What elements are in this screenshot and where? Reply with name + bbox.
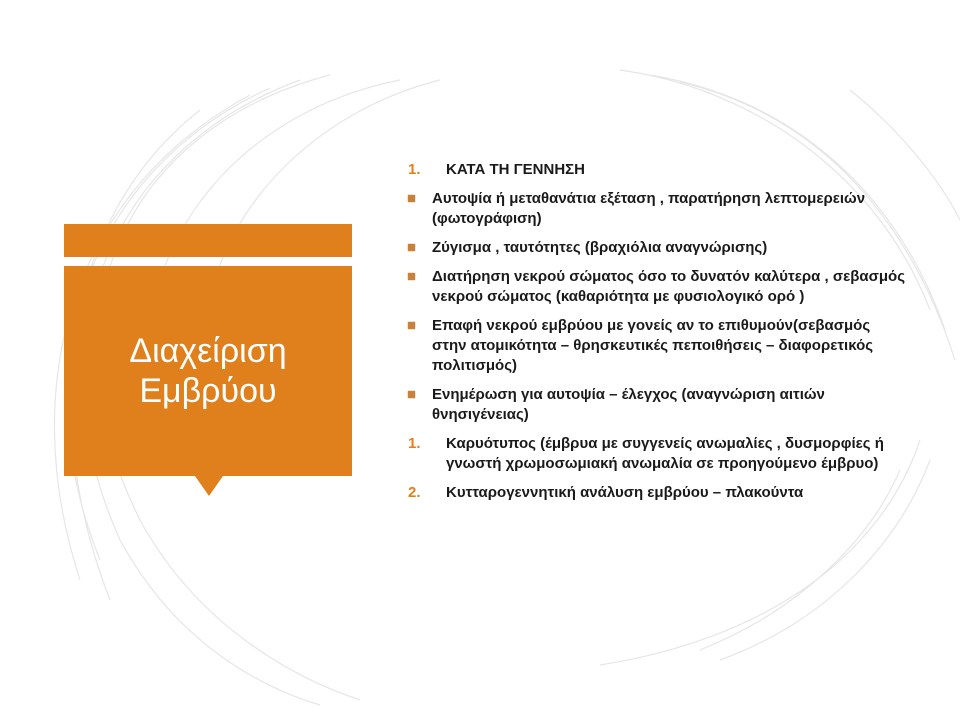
list-number: 2. <box>408 484 421 501</box>
slide-title <box>64 266 352 476</box>
square-bullet-icon <box>408 244 415 251</box>
square-bullet-icon <box>408 195 415 202</box>
title-box <box>64 266 352 476</box>
title-line-2: Εμβρύου <box>139 372 277 410</box>
list-item <box>408 160 908 180</box>
list-item-text: Επαφή νεκρού εμβρύου με γονείς αν το επιθυμούν(σεβασμός στην ατομικότητα – θρησκευτικές πεποιθήσεις – διαφορετικός πολιτισμός) <box>432 317 874 374</box>
list-item-text: Αυτοψία ή μεταθανάτια εξέταση , παρατήρηση λεπτομερειών (φωτογράφιση) <box>432 190 866 227</box>
list-item <box>408 385 908 425</box>
title-line-1: Διαχείριση <box>129 332 287 370</box>
square-bullet-icon <box>408 391 415 398</box>
square-bullet-icon <box>408 273 415 280</box>
list-item-text: Διατήρηση νεκρού σώματος όσο το δυνατόν καλύτερα , σεβασμός νεκρού σώματος (καθαριότητα με φυσιολογικό ορό ) <box>432 268 905 305</box>
accent-bar <box>64 224 352 257</box>
list-item <box>408 238 908 258</box>
list-number: 1. <box>408 161 421 178</box>
content-list <box>408 160 908 512</box>
list-item <box>408 316 908 376</box>
list-item-text: Κυτταρογεννητική ανάλυση εμβρύου – πλακούντα <box>446 484 804 501</box>
list-item-text: Καρυότυπος (έμβρυα με συγγενείς ανωμαλίες , δυσμορφίες ή γνωστή χρωμοσωμιακή ανωμαλία σε προηγούμενο έμβρυο) <box>446 435 884 472</box>
list-item-text: ΚΑΤΑ ΤΗ ΓΕΝΝΗΣΗ <box>446 161 585 178</box>
callout-pointer <box>195 476 223 496</box>
list-item <box>408 434 908 474</box>
list-item-text: Ζύγισμα , ταυτότητες (βραχιόλια αναγνώρισης) <box>432 239 768 256</box>
square-bullet-icon <box>408 322 415 329</box>
list-item-text: Ενημέρωση για αυτοψία – έλεγχος (αναγνώριση αιτιών θνησιγένειας) <box>432 386 825 423</box>
list-item <box>408 483 908 503</box>
list-item <box>408 189 908 229</box>
list-item <box>408 267 908 307</box>
list-number: 1. <box>408 435 421 452</box>
